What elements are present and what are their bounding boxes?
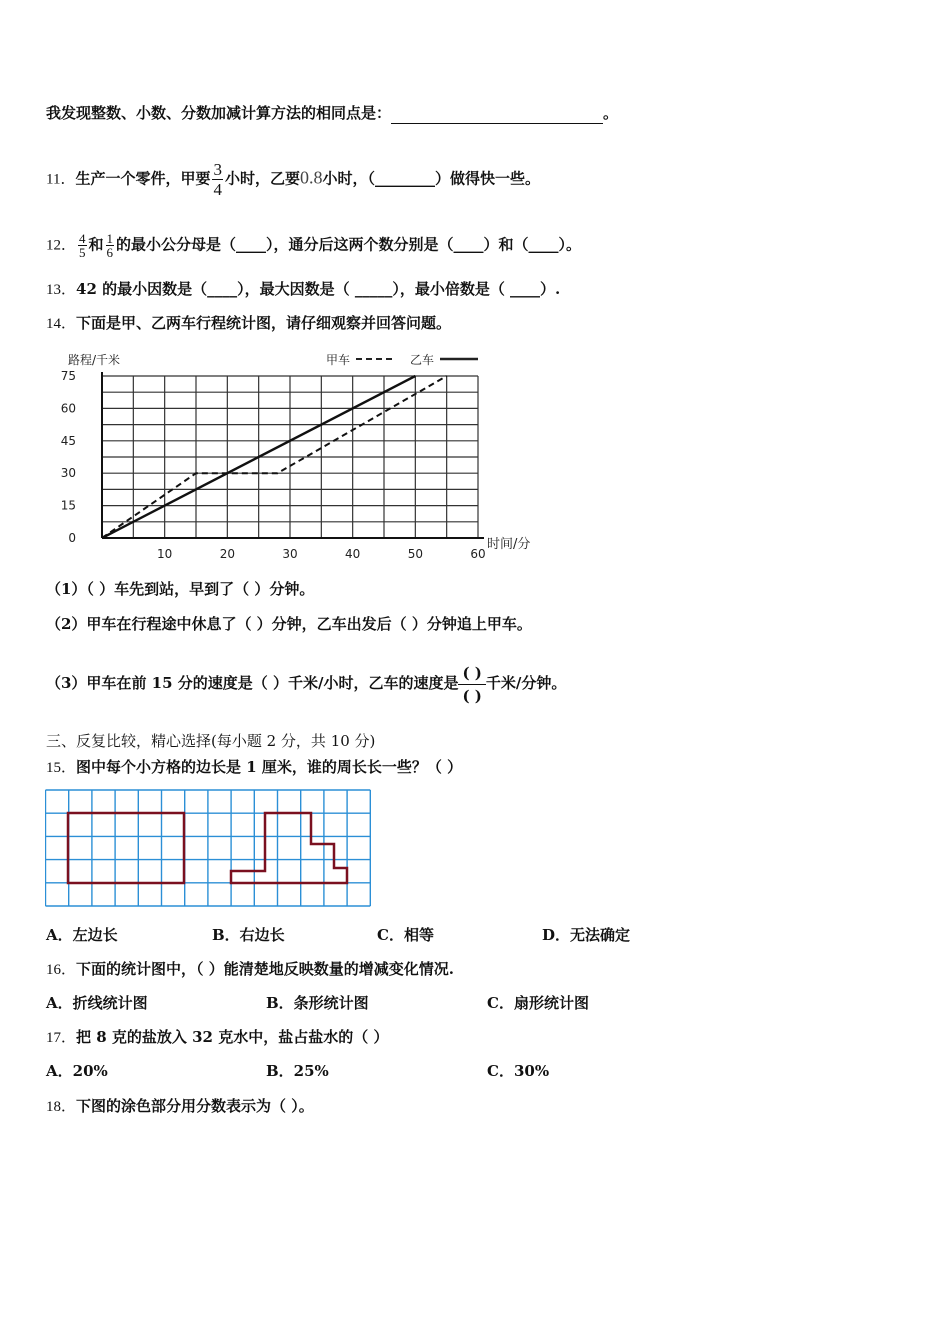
x-axis-label: 时间/分 [487,537,531,552]
intro-line [46,103,618,124]
q13-text: 42 的最小因数是（____），最大因数是（ _____），最小倍数是（ ____）. [76,280,561,298]
x-tick-label: 60 [470,547,486,561]
question-13 [46,279,560,300]
q17-text: 把 8 克的盐放入 32 克水中，盐占盐水的（ ） [76,1028,389,1046]
q11-text-c: 小时，（________）做得快一些。 [322,169,540,188]
x-tick-label: 50 [407,547,423,561]
question-number: 17． [46,1030,77,1046]
question-18 [46,1096,314,1117]
q14-sub-3 [46,660,566,707]
y-tick-label: 15 [60,498,76,513]
legend-label-yi: 乙车 [410,353,435,367]
question-14 [46,313,451,334]
fraction-four-fifths: $\frac{4}{5}$ [79,231,86,260]
left-rectangle-shape [68,813,184,883]
q15-option-a[interactable]: A．左边长 [46,926,118,944]
q14-sub-3-unit: 千米/分钟。 [485,674,567,692]
q16-option-b[interactable]: B．条形统计图 [266,994,369,1012]
x-tick-label: 20 [219,547,235,561]
decimal-value: 0.8 [299,167,323,188]
intro-end: 。 [603,104,619,122]
q16-option-c[interactable]: C．扇形统计图 [487,994,589,1012]
q14-sub-1: （1）（ ）车先到站，早到了（ ）分钟。 [46,580,315,598]
y-tick-label: 75 [60,369,76,383]
x-tick-labels [157,547,486,561]
y-tick-label: 30 [60,466,76,481]
q17-option-a[interactable]: A．20% [46,1062,108,1080]
question-number: 14． [46,316,77,332]
q11-text-a: 生产一个零件，甲要 [75,169,211,188]
chart-grid [102,372,484,538]
y-tick-label: 60 [60,401,76,416]
q16-option-a[interactable]: A．折线统计图 [46,994,148,1012]
question-number: 18． [46,1099,77,1115]
q14-sub-3-text: （3）甲车在前 15 分的速度是（ ）千米/小时，乙车的速度是 [46,674,459,692]
q15-option-d[interactable]: D．无法确定 [542,926,631,944]
right-step-shape [231,813,347,883]
legend-label-jia: 甲车 [326,353,351,367]
q14-text: 下面是甲、乙两车行程统计图，请仔细观察并回答问题。 [76,314,452,332]
answer-blank[interactable] [391,103,603,124]
q17-option-b[interactable]: B．25% [266,1062,329,1080]
question-number: 15． [46,760,77,776]
q12-and: 和 [88,235,104,254]
travel-chart [46,346,550,568]
y-axis-label: 路程/千米 [68,353,121,367]
q11-text-b: 小时，乙要 [224,169,300,188]
x-tick-label: 30 [282,547,298,561]
question-17 [46,1027,388,1048]
legend [326,353,478,367]
q18-text: 下图的涂色部分用分数表示为（ ）。 [76,1097,314,1115]
question-number: 13． [46,282,77,298]
question-12 [46,232,581,259]
fraction-one-sixth: $\frac{1}{6}$ [106,231,114,260]
question-15 [46,757,462,778]
y-tick-labels [61,369,76,545]
x-tick-label: 40 [345,547,361,561]
perimeter-grid-figure [45,789,373,911]
speed-fraction-blank[interactable]: ( ) ( ) [458,662,485,707]
q16-text: 下面的统计图中，（ ）能清楚地反映数量的增减变化情况. [76,960,454,978]
intro-text: 我发现整数、小数、分数加减计算方法的相同点是： [46,104,392,122]
section-3-heading: 三、反复比较，精心选择(每小题 2 分，共 10 分) [46,732,376,750]
x-tick-label: 10 [157,547,173,561]
fraction-three-quarters: $\frac{3}{4}$ [213,160,222,199]
question-number: 12． [46,237,77,254]
q15-text: 图中每个小方格的边长是 1 厘米，谁的周长长一些？（ ） [76,758,463,776]
q15-option-c[interactable]: C．相等 [377,926,434,944]
question-11 [46,160,540,199]
q12-text: 的最小公分母是（____），通分后这两个数分别是（____）和（____）。 [116,235,582,254]
question-number: 16． [46,962,77,978]
question-number: 11． [46,171,76,188]
square-grid [46,790,371,906]
q15-option-b[interactable]: B．右边长 [212,926,285,944]
q17-option-c[interactable]: C．30% [487,1062,550,1080]
q14-sub-2: （2）甲车在行程途中休息了（ ）分钟，乙车出发后（ ）分钟追上甲车。 [46,615,532,633]
y-tick-label: 0 [68,531,76,545]
question-16 [46,959,454,980]
y-tick-label: 45 [60,433,76,448]
